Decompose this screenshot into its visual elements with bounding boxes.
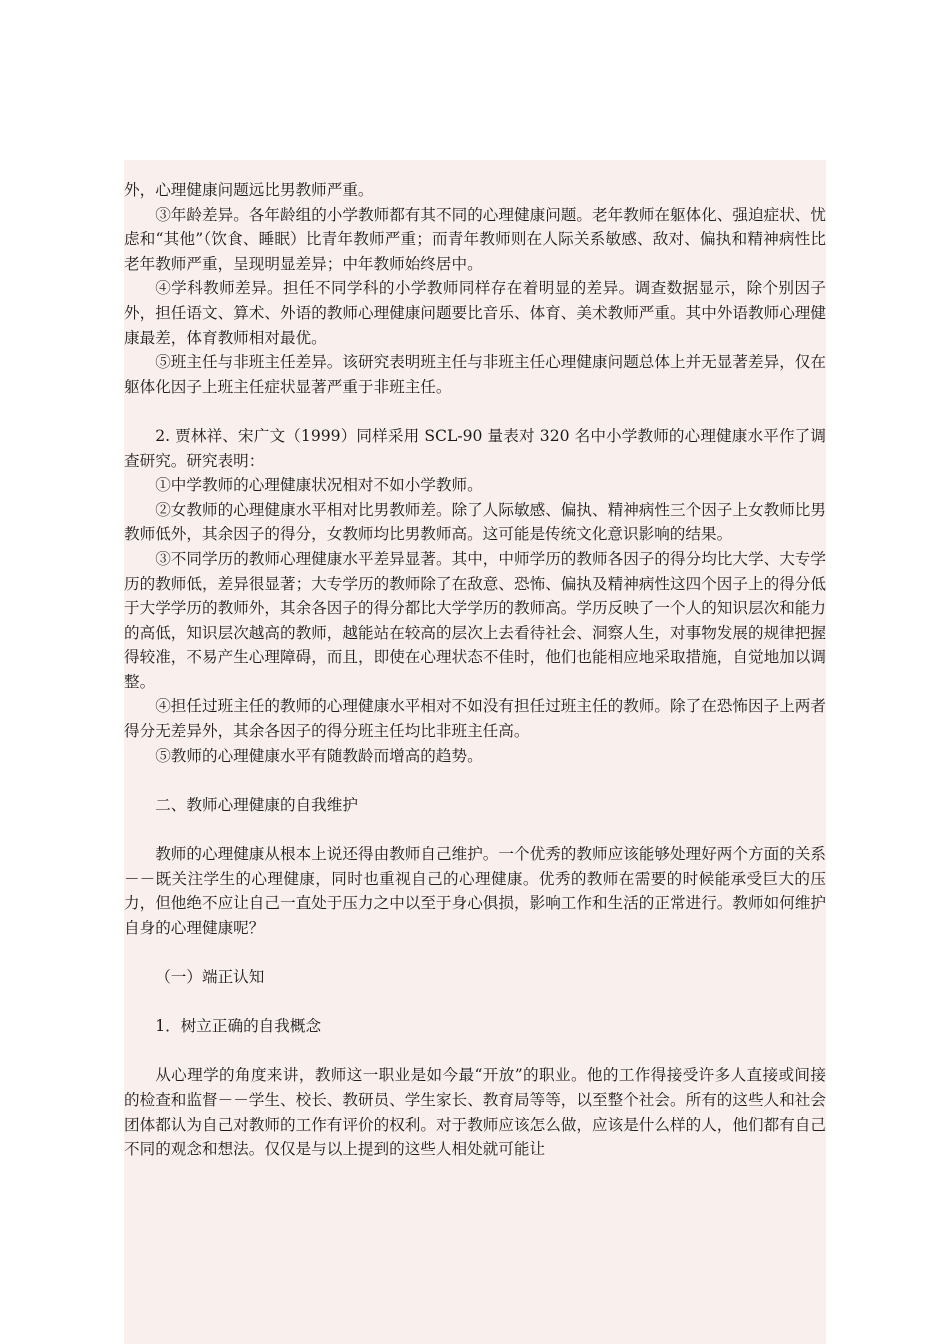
spacer <box>124 990 826 1015</box>
paragraph: ②女教师的心理健康水平相对比男教师差。除了人际敏感、偏执、精神病性三个因子上女教师比男教师低外，其余因子的得分，女教师均比男教师高。这可能是传统文化意识影响的结果。 <box>124 500 826 544</box>
paragraph: 教师的心理健康从根本上说还得由教师自己维护。一个优秀的教师应该能够处理好两个方面的关系－－既关注学生的心理健康，同时也重视自己的心理健康。优秀的教师在需要的时候能承受巨大的压力，但他绝不应让自己一直处于压力之中以至于身心俱损，影响工作和生活的正常进行。教师如何维护自身的心理健康呢？ <box>124 845 826 937</box>
spacer <box>124 399 826 424</box>
spacer <box>124 1039 826 1064</box>
subsection-heading: 1．树立正确的自我概念 <box>155 1017 322 1036</box>
paragraph: ④学科教师差异。担任不同学科的小学教师同样存在着明显的差异。调查数据显示，除个别因子外，担任语文、算术、外语的教师心理健康问题要比音乐、体育、美术教师严重。其中外语教师心理健康最差，体育教师相对最优。 <box>124 279 826 347</box>
paragraph: ⑤教师的心理健康水平有随教龄而增高的趋势。 <box>155 746 483 765</box>
spacer <box>124 817 826 842</box>
paragraph: ③不同学历的教师心理健康水平差异显著。其中，中师学历的教师各因子的得分均比大学、大专学历的教师低，差异很显著；大专学历的教师除了在敌意、恐怖、偏执及精神病性这四个因子上的得分低于大学学历的教师外，其余各因子的得分都比大学学历的教师高。学历反映了一个人的知识层次和能力的高低，知识层次越高的教师，越能站在较高的层次上去看待社会、洞察人生，对事物发展的规律把握得较准，不易产生心理障碍，而且，即使在心理状态不佳时，他们也能相应地采取措施，自觉地加以调整。 <box>124 549 826 691</box>
paragraph: ④担任过班主任的教师的心理健康水平相对不如没有担任过班主任的教师。除了在恐怖因子上两者得分无差异外，其余各因子的得分班主任均比非班主任高。 <box>124 697 826 741</box>
spacer <box>124 940 826 965</box>
section-heading: 二、教师心理健康的自我维护 <box>155 795 358 814</box>
paragraph: 外，心理健康问题远比男教师严重。 <box>124 181 374 199</box>
document-text-block <box>124 160 826 1344</box>
spacer <box>124 768 826 793</box>
subsection-heading: （一）端正认知 <box>155 968 265 986</box>
paragraph: ⑤班主任与非班主任差异。该研究表明班主任与非班主任心理健康问题总体上并无显著差异，仅在躯体化因子上班主任症状显著严重于非班主任。 <box>124 353 826 396</box>
paragraph: ③年龄差异。各年龄组的小学教师都有其不同的心理健康问题。老年教师在躯体化、强迫症状、忧虑和“其他”（饮食、睡眠）比青年教师严重；而青年教师则在人际关系敏感、敌对、偏执和精神病性比老年教师严重，呈现明显差异；中年教师始终居中。 <box>124 205 826 273</box>
paragraph: ①中学教师的心理健康状况相对不如小学教师。 <box>155 476 483 495</box>
paragraph: 2. 贾林祥、宋广文（1999）同样采用 SCL-90 量表对 320 名中小学教师的心理健康水平作了调查研究。研究表明： <box>124 426 826 470</box>
paragraph: 从心理学的角度来讲，教师这一职业是如今最“开放”的职业。他的工作得接受许多人直接或间接的检查和监督－－学生、校长、教研员、学生家长、教育局等等，以至整个社会。所有的这些人和社会团体都认为自己对教师的工作有评价的权利。对于教师应该怎么做，应该是什么样的人，他们都有自己不同的观念和想法。仅仅是与以上提到的这些人相处就可能让 <box>124 1066 826 1159</box>
